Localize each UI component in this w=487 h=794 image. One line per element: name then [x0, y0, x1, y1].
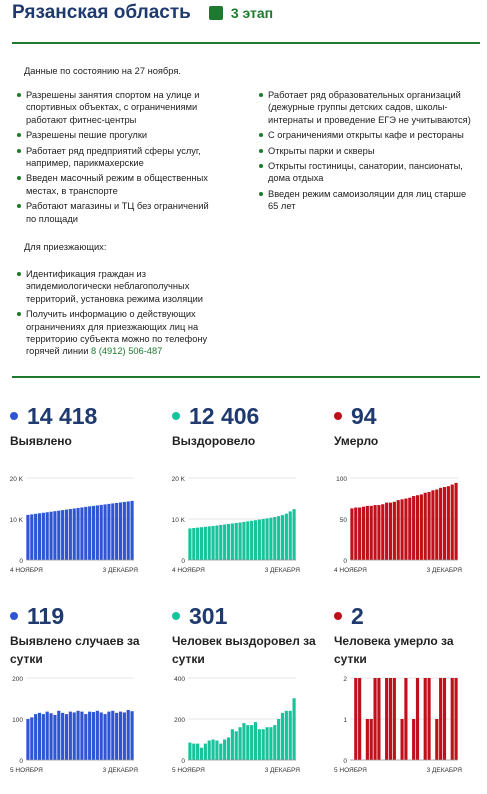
- bar: [111, 711, 114, 760]
- bar: [111, 503, 114, 560]
- y-tick-label: 0: [19, 558, 23, 565]
- bar: [416, 678, 419, 760]
- bar: [223, 740, 226, 761]
- bar: [277, 516, 280, 560]
- bar: [227, 737, 230, 760]
- bar: [289, 511, 292, 560]
- bar: [366, 506, 369, 560]
- bar: [424, 678, 427, 760]
- panel-daily-detected: [10, 604, 160, 786]
- region-title: Рязанская область: [12, 2, 191, 23]
- bar: [424, 493, 427, 560]
- bar: [192, 528, 195, 560]
- x-tick-label-start: 4 НОЯБРЯ: [172, 567, 205, 574]
- bar: [53, 715, 56, 760]
- bar: [92, 712, 95, 760]
- bar: [42, 714, 45, 760]
- bar: [285, 711, 288, 760]
- bar: [273, 725, 276, 760]
- list-item: Открыты гостиницы, санатории, пансионаты, дома отдыха: [258, 160, 472, 185]
- hotline-phone-link[interactable]: 8 (4912) 506-487: [90, 346, 163, 357]
- bar: [38, 513, 41, 560]
- bar: [231, 729, 234, 760]
- list-item: Открыты парки и скверы: [258, 145, 472, 157]
- bar: [408, 498, 411, 560]
- series-dot: [172, 612, 180, 620]
- x-tick-label-end: 3 ДЕКАБРЯ: [264, 767, 300, 774]
- bar: [204, 527, 207, 560]
- stat-value: 2: [351, 602, 364, 629]
- y-tick-label: 100: [336, 476, 347, 483]
- bar: [215, 525, 218, 560]
- bar: [393, 502, 396, 560]
- x-tick-label-end: 3 ДЕКАБРЯ: [264, 567, 300, 574]
- bar: [358, 508, 361, 560]
- bar: [269, 518, 272, 560]
- bar: [188, 743, 191, 760]
- bar: [227, 524, 230, 560]
- x-tick-label-end: 3 ДЕКАБРЯ: [426, 567, 462, 574]
- bar: [130, 711, 133, 760]
- bar: [385, 678, 388, 760]
- bar: [65, 510, 68, 560]
- bar: [96, 505, 99, 560]
- page-header: [12, 0, 273, 26]
- bar: [439, 678, 442, 760]
- bar: [269, 727, 272, 760]
- stat-label: Умерло: [334, 434, 379, 448]
- bar: [246, 521, 249, 560]
- section-divider-top: [12, 42, 480, 44]
- bar: [262, 519, 265, 560]
- panel-daily-deaths: [334, 604, 484, 786]
- bar: [80, 712, 83, 760]
- stat-label: Выявлено случаев за сутки: [10, 634, 140, 666]
- bar: [96, 711, 99, 760]
- bar: [292, 509, 295, 560]
- bar: [84, 507, 87, 560]
- bar: [238, 727, 241, 760]
- bar: [435, 719, 438, 760]
- list-item: [16, 308, 226, 358]
- y-tick-label: 10 K: [10, 517, 23, 524]
- list-item: Введен режим самоизоляции для лиц старше 65 лет: [258, 188, 472, 213]
- bar: [420, 494, 423, 560]
- bar: [400, 499, 403, 560]
- bar: [262, 729, 265, 760]
- chart-daily-recovered: [172, 674, 322, 786]
- bar: [370, 719, 373, 760]
- stat-label: Человек выздоровел за сутки: [172, 634, 316, 666]
- bar: [61, 713, 64, 760]
- bar: [385, 503, 388, 560]
- bar: [115, 713, 118, 760]
- bar: [219, 744, 222, 760]
- bar: [100, 712, 103, 760]
- bar: [38, 713, 41, 760]
- chart-detected-total: [10, 474, 160, 586]
- list-item: Работают магазины и ТЦ без ограничений по площади: [16, 200, 216, 225]
- bar: [76, 711, 79, 760]
- bar: [258, 729, 261, 760]
- chart-deaths-total: [334, 474, 484, 586]
- bar: [412, 719, 415, 760]
- panel-daily-recovered: [172, 604, 322, 786]
- bar: [57, 511, 60, 560]
- bar: [215, 741, 218, 760]
- bar: [258, 520, 261, 560]
- bar: [454, 483, 457, 560]
- bar: [246, 725, 249, 760]
- bar: [92, 506, 95, 560]
- bar: [435, 489, 438, 560]
- bar: [46, 712, 49, 760]
- bar: [57, 711, 60, 760]
- y-tick-label: 200: [174, 717, 185, 724]
- bar: [404, 678, 407, 760]
- bar: [103, 714, 106, 760]
- bar: [354, 508, 357, 560]
- stat-value: 94: [351, 402, 377, 429]
- bar: [427, 678, 430, 760]
- bar: [123, 502, 126, 560]
- x-tick-label-start: 5 НОЯБРЯ: [172, 767, 205, 774]
- bar: [238, 522, 241, 560]
- arrivals-title: Для приезжающих:: [24, 242, 107, 252]
- list-item: Разрешены занятия спортом на улице и спортивных объектах, с ограничениями работают фитнес-центры: [16, 89, 216, 126]
- y-tick-label: 0: [19, 758, 23, 765]
- y-tick-label: 100: [12, 717, 23, 724]
- bar: [242, 522, 245, 560]
- arrivals-list: [16, 268, 226, 361]
- restrictions-left-list: [16, 89, 216, 228]
- bar: [100, 505, 103, 560]
- y-tick-label: 0: [181, 558, 185, 565]
- bar: [76, 508, 79, 560]
- list-item: Работает ряд предприятий сферы услуг, например, парикмахерские: [16, 145, 216, 170]
- series-dot: [10, 612, 18, 620]
- stat-value: 301: [189, 602, 228, 629]
- bar: [42, 513, 45, 560]
- bar: [200, 527, 203, 560]
- bar: [73, 509, 76, 560]
- bar: [65, 714, 68, 760]
- y-tick-label: 2: [343, 676, 347, 683]
- x-tick-label-start: 5 НОЯБРЯ: [334, 767, 367, 774]
- bar: [254, 722, 257, 760]
- bar: [73, 712, 76, 760]
- x-tick-label-end: 3 ДЕКАБРЯ: [102, 767, 138, 774]
- bar: [393, 678, 396, 760]
- x-tick-label-end: 3 ДЕКАБРЯ: [102, 567, 138, 574]
- bar: [235, 731, 238, 760]
- bar: [273, 517, 276, 560]
- series-dot: [10, 412, 18, 420]
- y-tick-label: 0: [343, 558, 347, 565]
- data-date: Данные по состоянию на 27 ноября.: [24, 66, 181, 76]
- section-divider-bottom: [12, 376, 480, 378]
- bar: [123, 712, 126, 760]
- bar: [242, 723, 245, 760]
- bar: [254, 520, 257, 560]
- bar: [443, 487, 446, 560]
- bar: [49, 713, 52, 760]
- bar: [69, 509, 72, 560]
- bar: [61, 510, 64, 560]
- y-tick-label: 200: [12, 676, 23, 683]
- bar: [285, 514, 288, 560]
- bar: [53, 511, 56, 560]
- bar: [281, 515, 284, 560]
- stat-value: 12 406: [189, 402, 260, 429]
- bar: [400, 719, 403, 760]
- x-tick-label-end: 3 ДЕКАБРЯ: [426, 767, 462, 774]
- bar: [431, 490, 434, 560]
- x-tick-label-start: 4 НОЯБРЯ: [334, 567, 367, 574]
- panel-deaths: [334, 404, 484, 586]
- bar: [26, 515, 29, 560]
- list-item: Разрешены пешие прогулки: [16, 129, 216, 141]
- y-tick-label: 50: [339, 517, 347, 524]
- bar: [103, 504, 106, 560]
- bar: [192, 744, 195, 760]
- bar: [130, 501, 133, 560]
- bar: [416, 495, 419, 560]
- y-tick-label: 10 K: [172, 517, 185, 524]
- bar: [265, 727, 268, 760]
- bar: [204, 744, 207, 760]
- list-item: Идентификация граждан из эпидемиологически неблагополучных территорий, установка режима изоляции: [16, 268, 226, 305]
- bar: [289, 711, 292, 760]
- hotline-text: Получить информацию о действующих ограничениях для приезжающих лиц на территорию субъекта можно по телефону горячей линии: [26, 309, 208, 357]
- bar: [46, 512, 49, 560]
- bar: [196, 744, 199, 760]
- bar: [381, 504, 384, 560]
- bar: [231, 524, 234, 560]
- bar: [188, 528, 191, 560]
- bar: [412, 496, 415, 560]
- list-item: Работает ряд образовательных организаций (дежурные группы детских садов, школы-интернаты и проведение ЕГЭ не учитываются): [258, 89, 472, 126]
- restrictions-right-list: [258, 89, 472, 216]
- bar: [30, 717, 33, 760]
- y-tick-label: 0: [343, 758, 347, 765]
- bar: [208, 741, 211, 760]
- bar: [277, 719, 280, 760]
- bar: [250, 521, 253, 560]
- bar: [447, 486, 450, 560]
- bar: [115, 503, 118, 560]
- bar: [84, 714, 87, 760]
- bar: [34, 714, 37, 760]
- bar: [281, 713, 284, 760]
- bar: [265, 518, 268, 560]
- x-tick-label-start: 4 НОЯБРЯ: [10, 567, 43, 574]
- y-tick-label: 20 K: [172, 476, 185, 483]
- list-item: С ограничениями открыты кафе и рестораны: [258, 129, 472, 141]
- y-tick-label: 0: [181, 758, 185, 765]
- bar: [377, 678, 380, 760]
- bar: [223, 524, 226, 560]
- bar: [119, 712, 122, 760]
- bar: [373, 678, 376, 760]
- bar: [350, 508, 353, 560]
- bar: [88, 712, 91, 760]
- bar: [404, 499, 407, 561]
- stage-label: 3 этап: [230, 5, 274, 21]
- panel-detected: [10, 404, 160, 586]
- series-dot: [172, 412, 180, 420]
- y-tick-label: 20 K: [10, 476, 23, 483]
- bar: [88, 506, 91, 560]
- bar: [358, 678, 361, 760]
- bar: [439, 488, 442, 560]
- bar: [370, 506, 373, 560]
- bar: [373, 505, 376, 560]
- bar: [127, 501, 130, 560]
- bar: [389, 678, 392, 760]
- bar: [211, 526, 214, 560]
- chart-recovered-total: [172, 474, 322, 586]
- bar: [362, 507, 365, 560]
- bar: [34, 514, 37, 560]
- stage-marker: [209, 6, 223, 20]
- bar: [354, 678, 357, 760]
- panel-recovered: [172, 404, 322, 586]
- bar: [250, 725, 253, 760]
- stat-label: Выздоровело: [172, 434, 256, 448]
- bar: [451, 485, 454, 560]
- bar: [107, 504, 110, 560]
- bar: [200, 748, 203, 760]
- stat-label: Выявлено: [10, 434, 72, 448]
- bar: [49, 512, 52, 560]
- bar: [196, 528, 199, 560]
- list-item: Введен масочный режим в общественных местах, в транспорте: [16, 172, 216, 197]
- chart-daily-deaths: [334, 674, 484, 786]
- bar: [119, 502, 122, 560]
- bar: [443, 678, 446, 760]
- bar: [208, 526, 211, 560]
- y-tick-label: 1: [343, 717, 347, 724]
- bar: [107, 712, 110, 760]
- bar: [427, 492, 430, 560]
- stat-label: Человека умерло за сутки: [334, 634, 454, 666]
- bar: [292, 698, 295, 760]
- bar: [454, 678, 457, 760]
- bar: [219, 525, 222, 560]
- bar: [69, 712, 72, 760]
- bar: [389, 503, 392, 560]
- bar: [397, 500, 400, 560]
- bar: [26, 719, 29, 760]
- bar: [235, 523, 238, 560]
- bar: [377, 505, 380, 560]
- bar: [451, 678, 454, 760]
- stat-value: 14 418: [27, 402, 98, 429]
- bar: [366, 719, 369, 760]
- stat-value: 119: [27, 602, 65, 629]
- x-tick-label-start: 5 НОЯБРЯ: [10, 767, 43, 774]
- bar: [80, 507, 83, 560]
- bar: [30, 514, 33, 560]
- y-tick-label: 400: [174, 676, 185, 683]
- series-dot: [334, 412, 342, 420]
- bar: [127, 710, 130, 760]
- chart-daily-detected: [10, 674, 160, 786]
- series-dot: [334, 612, 342, 620]
- bar: [211, 740, 214, 761]
